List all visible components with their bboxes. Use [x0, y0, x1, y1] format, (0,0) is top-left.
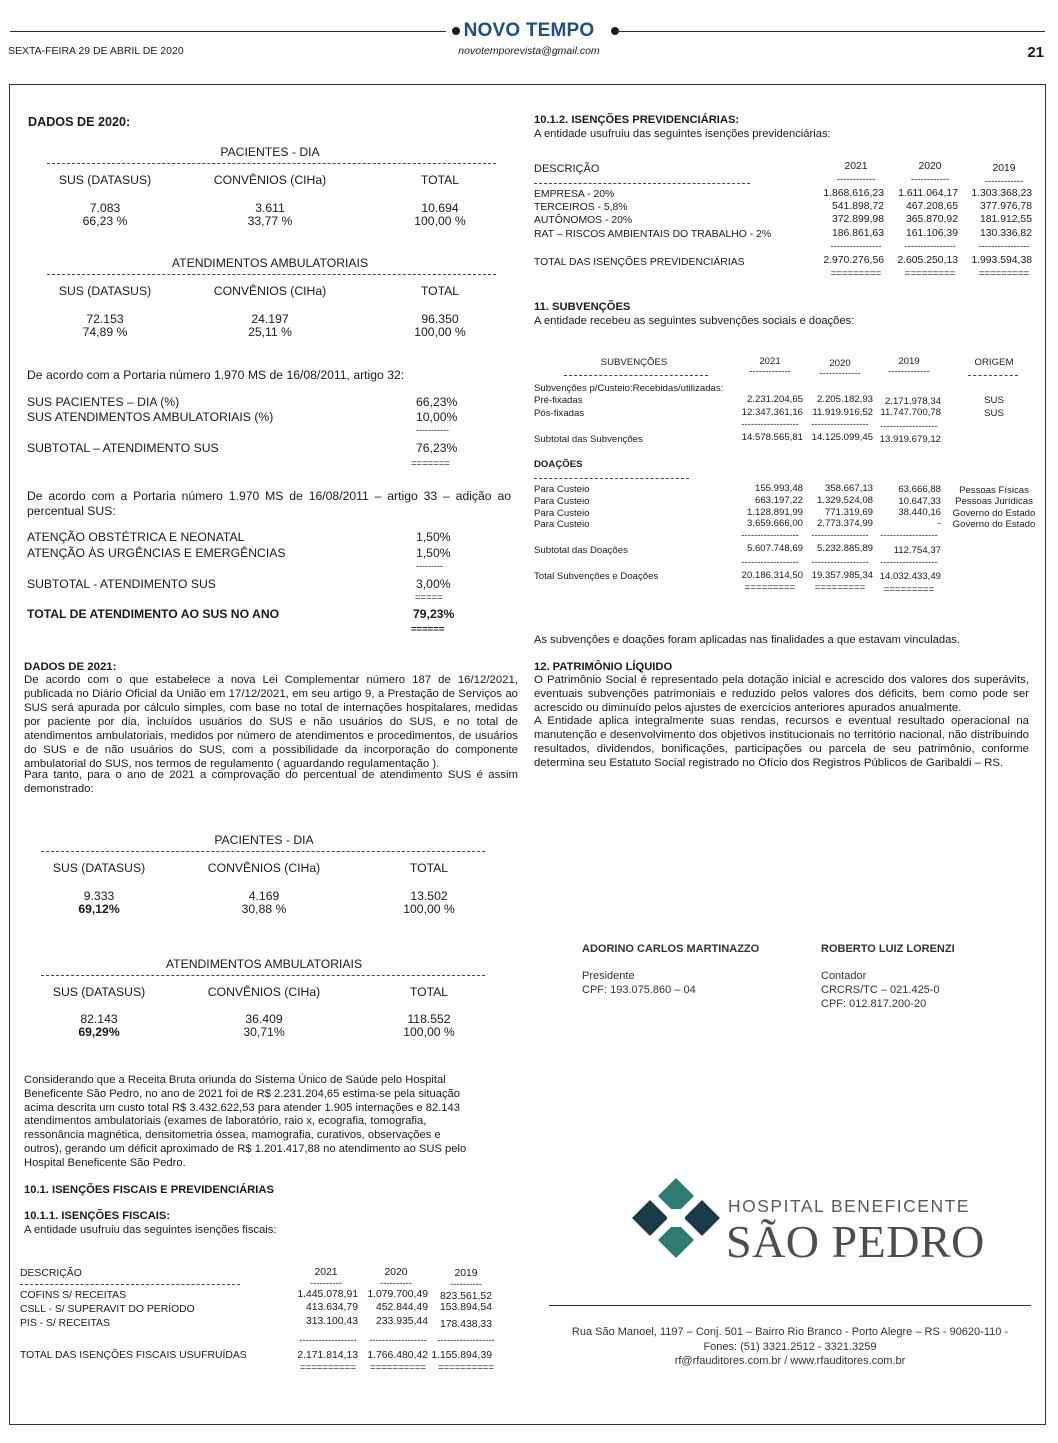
column-header: 2021 [314, 1267, 338, 1278]
table-cell: 2.970.276,56 [823, 255, 884, 266]
row-label: Para Custeio [534, 484, 590, 495]
column-header: SUS (DATASUS) [52, 985, 146, 999]
column-underline: ---------- [450, 1279, 482, 1290]
column-underline: ---------------- [830, 241, 882, 252]
table-title: ATENDIMENTOS AMBULATORIAIS [165, 957, 363, 971]
section-title-dados-2021: DADOS DE 2021: [24, 661, 117, 673]
column-header: SUS (DATASUS) [58, 173, 152, 187]
table-cell: Governo do Estado [952, 508, 1036, 519]
logo-cross-horizontal [667, 1212, 685, 1224]
table-cell: 100,00 % [403, 902, 455, 916]
row-separator: ----------- [416, 425, 449, 435]
table-cell: 30,71% [243, 1025, 285, 1039]
column-underline: ========== [299, 1362, 357, 1373]
section-title-patrimonio: 12. PATRIMÔNIO LÍQUIDO [534, 661, 673, 673]
column-underline: ---------- [310, 1278, 342, 1289]
table-cell: 1.329.524,08 [816, 495, 873, 506]
subvencoes-intro: A entidade recebeu as seguintes subvenções sociais e doações: [534, 315, 855, 327]
column-header: TOTAL [420, 173, 460, 187]
table-cell: 413.634,79 [305, 1302, 358, 1313]
row-value: 1,50% [416, 546, 451, 560]
footer-address-line: Rua São Manoel, 1197 – Conj. 501 – Bairro Rio Branco - Porto Alegre – RS - 90620-110 - Fones: (51) 3321.2512 - 3321.3259 [571, 1326, 1009, 1353]
table-cell: 30,88 % [241, 902, 287, 916]
section-title-dados-2020: DADOS DE 2020: [28, 115, 131, 129]
table-cell: 452.844,49 [375, 1302, 428, 1313]
column-underline: ------------ [836, 174, 876, 185]
divider [47, 274, 496, 275]
column-header: CONVÊNIOS (CIHa) [207, 861, 321, 875]
column-header: 2019 [992, 163, 1016, 174]
column-underline: ------------------ [437, 1335, 495, 1346]
contact-email: novotemporevista@gmail.com [458, 45, 600, 57]
table-cell: 1.868.616,23 [823, 188, 884, 199]
row-label-subtotal: Subtotal das Doações [534, 545, 628, 556]
subvencoes-custeio-label: Subvenções p/Custeio:Recebidas/utilizadas: [534, 383, 724, 394]
table-cell: 11.747.700,78 [880, 407, 941, 418]
table-cell: 14.032.433,49 [879, 571, 941, 582]
table-cell: 1.766.480,42 [367, 1350, 428, 1361]
signatory-role: Contador [821, 970, 867, 982]
table-cell: 2.773.374,99 [816, 518, 873, 529]
footer-address [560, 1325, 1020, 1369]
column-underline: ------------ [910, 174, 950, 185]
row-separator: ===== [415, 592, 443, 603]
column-header: CONVÊNIOS (CIHa) [213, 173, 327, 187]
row-value: 10,00% [416, 410, 458, 424]
row-label: SUBTOTAL – ATENDIMENTO SUS [27, 441, 219, 455]
table-cell: 96.350 [421, 312, 459, 326]
divider [534, 183, 750, 184]
divider [968, 375, 1018, 376]
table-cell: 38.440,16 [898, 507, 941, 518]
dados-2021-text-2: Para tanto, para o ano de 2021 a comprovação do percentual de atendimento SUS é assim demonstrado: [24, 769, 518, 796]
column-underline: ---------------- [978, 241, 1030, 252]
signatory-id: CPF: 012.817.200-20 [821, 998, 927, 1010]
row-label: SUBTOTAL - ATENDIMENTO SUS [27, 577, 216, 591]
table-cell: 74,89 % [82, 325, 128, 339]
column-header: DESCRIÇÃO [534, 163, 600, 175]
logo-diamond-bottom [658, 1222, 694, 1258]
table-cell: 12.347.361,16 [741, 407, 803, 418]
table-cell: 1.079.700,49 [367, 1289, 428, 1300]
table-cell: 823.561,52 [439, 1291, 492, 1302]
row-value: 76,23% [416, 441, 458, 455]
divider [534, 478, 689, 479]
row-label: PIS - S/ RECEITAS [20, 1318, 110, 1329]
table-cell: 155.993,48 [754, 483, 803, 494]
patrimonio-text-2: A Entidade aplica integralmente suas rendas, recursos e eventual resultado operacional na manutenção e desenvolvimento dos objetivos institucionais no território nacional, não distribuindo resultados, dividendos, bonificações, participações ou parcela de seu patrimônio, conforme determina seu Estatuto Social registrado no Ofício dos Registros Públicos de Garibaldi – RS. [534, 715, 1029, 770]
row-label: COFINS S/ RECEITAS [20, 1290, 127, 1301]
row-label: Para Custeio [534, 519, 590, 530]
column-underline: ========= [904, 268, 956, 279]
table-cell: 14.578.565,81 [741, 432, 803, 443]
section-title-subvencoes: 11. SUBVENÇÕES [534, 301, 631, 313]
issue-date: SEXTA-FEIRA 29 DE ABRIL DE 2020 [8, 45, 184, 57]
table-cell: 1.445.078,91 [297, 1289, 358, 1300]
column-underline: ---------- [380, 1278, 412, 1289]
isencoes-fiscais-intro: A entidade usufruiu das seguintes isenções fiscais: [24, 1224, 277, 1236]
divider [20, 1284, 240, 1285]
table-title: ATENDIMENTOS AMBULATORIAIS [171, 256, 369, 270]
row-label: Para Custeio [534, 496, 590, 507]
row-label: SUS PACIENTES – DIA (%) [27, 395, 180, 409]
divider [564, 375, 708, 376]
table-cell: 2.231.204,65 [746, 394, 803, 405]
table-cell: 3.611 [255, 201, 285, 215]
table-cell: 72.153 [86, 312, 124, 326]
table-cell: 14.125.099,45 [811, 432, 873, 443]
column-underline: ========= [978, 268, 1030, 279]
row-separator: --------- [416, 561, 443, 571]
column-header: TOTAL [409, 861, 449, 875]
column-underline: ========= [744, 582, 796, 593]
table-cell: 313.100,43 [305, 1316, 358, 1327]
table-cell: 7.083 [89, 201, 121, 215]
column-underline: ------------------ [880, 557, 938, 568]
table-cell: 153.894,54 [439, 1302, 492, 1313]
column-header: SUBVENÇÕES [600, 357, 668, 368]
subvencoes-aplicadas-note: As subvenções e doações foram aplicadas nas finalidades a que estavam vinculadas. [534, 634, 961, 646]
column-underline: ------------------ [811, 557, 869, 568]
table-cell: 2.605.250,13 [897, 255, 958, 266]
signatory-id: CPF: 193.075.860 – 04 [582, 984, 696, 996]
divider [41, 851, 485, 852]
newspaper-brand: NOVO TEMPO [463, 20, 595, 41]
row-value: 3,00% [416, 577, 451, 591]
signatory-id: CRCRS/TC – 021.425-0 [821, 984, 940, 996]
divider [41, 975, 485, 976]
column-header: ORIGEM [974, 357, 1014, 368]
table-cell: 100,00 % [403, 1025, 455, 1039]
row-label-total: TOTAL DE ATENDIMENTO AO SUS NO ANO [27, 607, 280, 621]
portaria-art32-intro: De acordo com a Portaria número 1.970 MS de 16/08/2011, artigo 32: [27, 368, 405, 382]
table-cell: 2.205.182,93 [816, 394, 873, 405]
row-label: CSLL - S/ SUPERAVIT DO PERÍODO [20, 1304, 195, 1315]
footer-rule [549, 1305, 1031, 1306]
column-header: TOTAL [420, 284, 460, 298]
column-underline: ========= [814, 582, 866, 593]
column-header: 2019 [898, 356, 920, 367]
dados-2021-text: De acordo com o que estabelece a nova Lei Complementar número 187 de 16/12/2021, publicada no Diário Oficial da União em 17/12/2021, em seu artigo 9, a Prestação de Serviços ao SUS será apurada por cálculo simples, com base no total de internações hospitalares, medidas por paciente por dia, incluídos usuários do SUS e não usuários do SUS, e no total de atendimentos ambulatoriais, medidos por número de atendimentos e procedimentos, de usuários do SUS e de não usuários do SUS, com a possibilidade da incorporação do componente ambulatorial do SUS, nos termos de regulamento ( aguardando regulamentação ). [24, 674, 518, 771]
subsection-title-previdenciarias: 10.1.2. ISENÇÕES PREVIDENCIÁRIAS: [534, 114, 740, 126]
table-cell: 377.976,78 [979, 201, 1032, 212]
row-value: 66,23% [416, 395, 458, 409]
table-cell: 1.128.891,99 [746, 507, 803, 518]
column-underline: ------------------ [880, 530, 938, 541]
table-cell: 24.197 [251, 312, 289, 326]
logo-text-sao-pedro: SÃO PEDRO [726, 1216, 985, 1267]
column-underline: ========== [437, 1362, 495, 1373]
table-cell: 1.611.064,17 [898, 188, 958, 199]
row-label: EMPRESA - 20% [534, 189, 615, 200]
row-label: AUTÔNOMOS - 20% [534, 215, 633, 226]
row-label: ATENÇÃO OBSTÉTRICA E NEONATAL [27, 530, 245, 544]
row-label: RAT – RISCOS AMBIENTAIS DO TRABALHO - 2% [534, 229, 772, 240]
column-header: CONVÊNIOS (CIHa) [207, 985, 321, 999]
column-underline: ------------------ [741, 419, 799, 430]
section-title-isencoes: 10.1. ISENÇÕES FISCAIS E PREVIDENCIÁRIAS [24, 1184, 274, 1196]
table-title: PACIENTES - DIA [220, 145, 320, 159]
signatory-role: Presidente [582, 970, 635, 982]
hospital-logo-icon [628, 1176, 724, 1260]
row-label: Pré-fixadas [534, 395, 583, 406]
table-cell: 358.667,13 [824, 483, 873, 494]
column-underline: ------------------ [369, 1335, 427, 1346]
footer-web: rf@rfauditores.com.br / www.rfauditores.com.br [674, 1355, 906, 1368]
table-cell: 663.197,22 [754, 495, 803, 506]
table-cell: 33,77 % [247, 214, 293, 228]
column-underline: ------------ [984, 176, 1024, 187]
table-cell: 467.208,65 [905, 201, 958, 212]
column-header: 2020 [384, 1267, 408, 1278]
column-header: SUS (DATASUS) [52, 861, 146, 875]
patrimonio-text: O Patrimônio Social é representado pela dotação inicial e acrescido dos valores dos superávits, eventuais subvenções patrimoniais e reduzido pelos valores dos déficits, bem como pode ser acrescido ou diminuído pelos ajustes de exercícios anteriores apurados anualmente. [534, 674, 1029, 715]
table-title: PACIENTES - DIA [214, 833, 314, 847]
logo-diamond-top [658, 1178, 694, 1214]
row-label: Pós-fixadas [534, 408, 585, 419]
doacoes-title: DOAÇÕES [534, 459, 583, 470]
column-underline: ---------------- [904, 241, 956, 252]
column-header: 2020 [918, 161, 942, 172]
column-header: SUS (DATASUS) [58, 284, 152, 298]
table-cell: 118.552 [407, 1012, 451, 1026]
row-label: SUS ATENDIMENTOS AMBULATORIAIS (%) [27, 410, 274, 424]
table-cell: 66,23 % [82, 214, 128, 228]
column-underline: ------------------ [741, 530, 799, 541]
considerando-text: Considerando que a Receita Bruta oriunda do Sistema Único de Saúde pelo Hospital Beneficente São Pedro, no ano de 2021 foi de R$ 2.231.204,65 estima-se pela situação acima descrita um custo total R$ 3.432.622,53 para atender 1.905 internações e 82.143 atendimentos ambulatoriais (exames de laboratório, raio x, ecografia, tomografia, ressonância magnética, densitometria óssea, mamografia, curativos, observações e outros), gerando um déficit aproximado de R$ 1.201.417,88 no atendimento ao SUS pelo Hospital Beneficente São Pedro. [24, 1074, 467, 1169]
row-label-total: Total Subvenções e Doações [534, 571, 659, 582]
table-cell: 771.319,69 [824, 507, 873, 518]
row-separator: ======= [411, 458, 450, 469]
column-header: 2021 [844, 161, 868, 172]
logo-diamond-left [632, 1200, 668, 1236]
table-cell: 20.186.314,50 [741, 570, 803, 581]
divider [47, 163, 496, 164]
column-underline: ------------------ [741, 557, 799, 568]
table-cell: 112.754,37 [893, 545, 941, 556]
table-cell: Governo do Estado [952, 519, 1036, 530]
table-cell: 100,00 % [414, 325, 466, 339]
table-cell: - [937, 518, 941, 529]
table-cell: 5.607.748,69 [746, 543, 803, 554]
table-cell: Pessoas Jurídicas [955, 496, 1033, 507]
table-cell: 4.169 [248, 889, 280, 903]
row-label-total: TOTAL DAS ISENÇÕES PREVIDENCIÁRIAS [534, 257, 745, 268]
column-underline: ------------- [888, 366, 930, 377]
column-header: DESCRIÇÃO [20, 1268, 82, 1279]
table-cell: 82.143 [80, 1012, 118, 1026]
column-underline: ------------------ [811, 419, 869, 430]
table-cell: 11.919.916,52 [812, 407, 873, 418]
column-header: 2021 [759, 356, 781, 367]
table-cell: 19.357.985,34 [811, 570, 873, 581]
table-cell: 63.666,88 [898, 484, 941, 495]
table-cell: 2.171.814,13 [297, 1350, 358, 1361]
table-cell: 178.438,33 [439, 1319, 492, 1330]
table-cell: 10.647,33 [898, 496, 941, 507]
logo-diamond-right [684, 1200, 720, 1236]
table-cell: 541.898,72 [831, 201, 884, 212]
signatory-name: ROBERTO LUIZ LORENZI [821, 943, 955, 955]
row-label: TERCEIROS - 5,8% [534, 202, 628, 213]
column-underline: ------------------ [880, 421, 938, 432]
page-number: 21 [1027, 44, 1044, 61]
table-cell: 233.935,44 [375, 1316, 428, 1327]
column-header: TOTAL [409, 985, 449, 999]
table-cell: 69,29% [78, 1025, 120, 1039]
masthead [0, 0, 1058, 68]
table-cell: 161.106,39 [905, 228, 958, 239]
column-underline: ========= [830, 268, 882, 279]
table-cell: 9.333 [83, 889, 115, 903]
previdenciarias-intro: A entidade usufruiu das seguintes isenções previdenciárias: [534, 128, 831, 140]
table-cell: 5.232.885,89 [816, 543, 873, 554]
column-header: CONVÊNIOS (CIHa) [213, 284, 327, 298]
subsection-title-isencoes-fiscais: 10.1.1. ISENÇÕES FISCAIS: [24, 1210, 171, 1222]
table-cell: 69,12% [78, 902, 120, 916]
table-cell: SUS [984, 408, 1004, 419]
row-label: Para Custeio [534, 508, 590, 519]
table-cell: 10.694 [421, 201, 459, 215]
table-cell: 186.861,63 [831, 228, 884, 239]
masthead-rule-right [615, 31, 1045, 32]
column-header: 2019 [454, 1268, 478, 1279]
row-value: 1,50% [416, 530, 451, 544]
row-value-total: 79,23% [413, 607, 455, 621]
column-underline: ========== [369, 1362, 427, 1373]
logo-text-hospital: HOSPITAL BENEFICENTE [728, 1196, 970, 1216]
table-cell: 2.171.978,34 [884, 396, 941, 407]
signatory-name: ADORINO CARLOS MARTINAZZO [582, 943, 760, 955]
table-cell: 365.870,92 [905, 214, 958, 225]
table-cell: SUS [984, 395, 1004, 406]
table-cell: Pessoas Físicas [959, 485, 1029, 496]
table-cell: 1.993.594,38 [971, 255, 1032, 266]
table-cell: 25,11 % [248, 325, 292, 339]
column-underline: ------------------ [299, 1335, 357, 1346]
table-cell: 13.502 [410, 889, 448, 903]
table-cell: 372.899,98 [831, 214, 884, 225]
table-cell: 1.303.368,23 [971, 188, 1032, 199]
table-cell: 100,00 % [414, 214, 466, 228]
table-cell: 13.919.679,12 [879, 434, 941, 445]
column-underline: ------------- [749, 366, 791, 377]
portaria-art33-intro: De acordo com a Portaria número 1.970 MS de 16/08/2011 – artigo 33 – adição ao percentual SUS: [27, 489, 511, 518]
row-separator: ====== [411, 624, 445, 635]
column-underline: ========= [883, 584, 935, 595]
table-cell: 1.155.894,39 [431, 1350, 492, 1361]
column-underline: ------------------ [811, 530, 869, 541]
column-header: 2020 [829, 358, 851, 369]
column-underline: ------------- [819, 368, 861, 379]
table-cell: 36.409 [245, 1012, 283, 1026]
row-label: ATENÇÃO ÀS URGÊNCIAS E EMERGÊNCIAS [27, 546, 286, 560]
row-label-total: TOTAL DAS ISENÇÕES FISCAIS USUFRUÍDAS [20, 1350, 247, 1361]
table-cell: 130.336,82 [979, 228, 1032, 239]
row-label-subtotal: Subtotal das Subvenções [534, 434, 643, 445]
table-cell: 3.659.666,00 [746, 518, 803, 529]
table-cell: 181.912,55 [979, 214, 1032, 225]
